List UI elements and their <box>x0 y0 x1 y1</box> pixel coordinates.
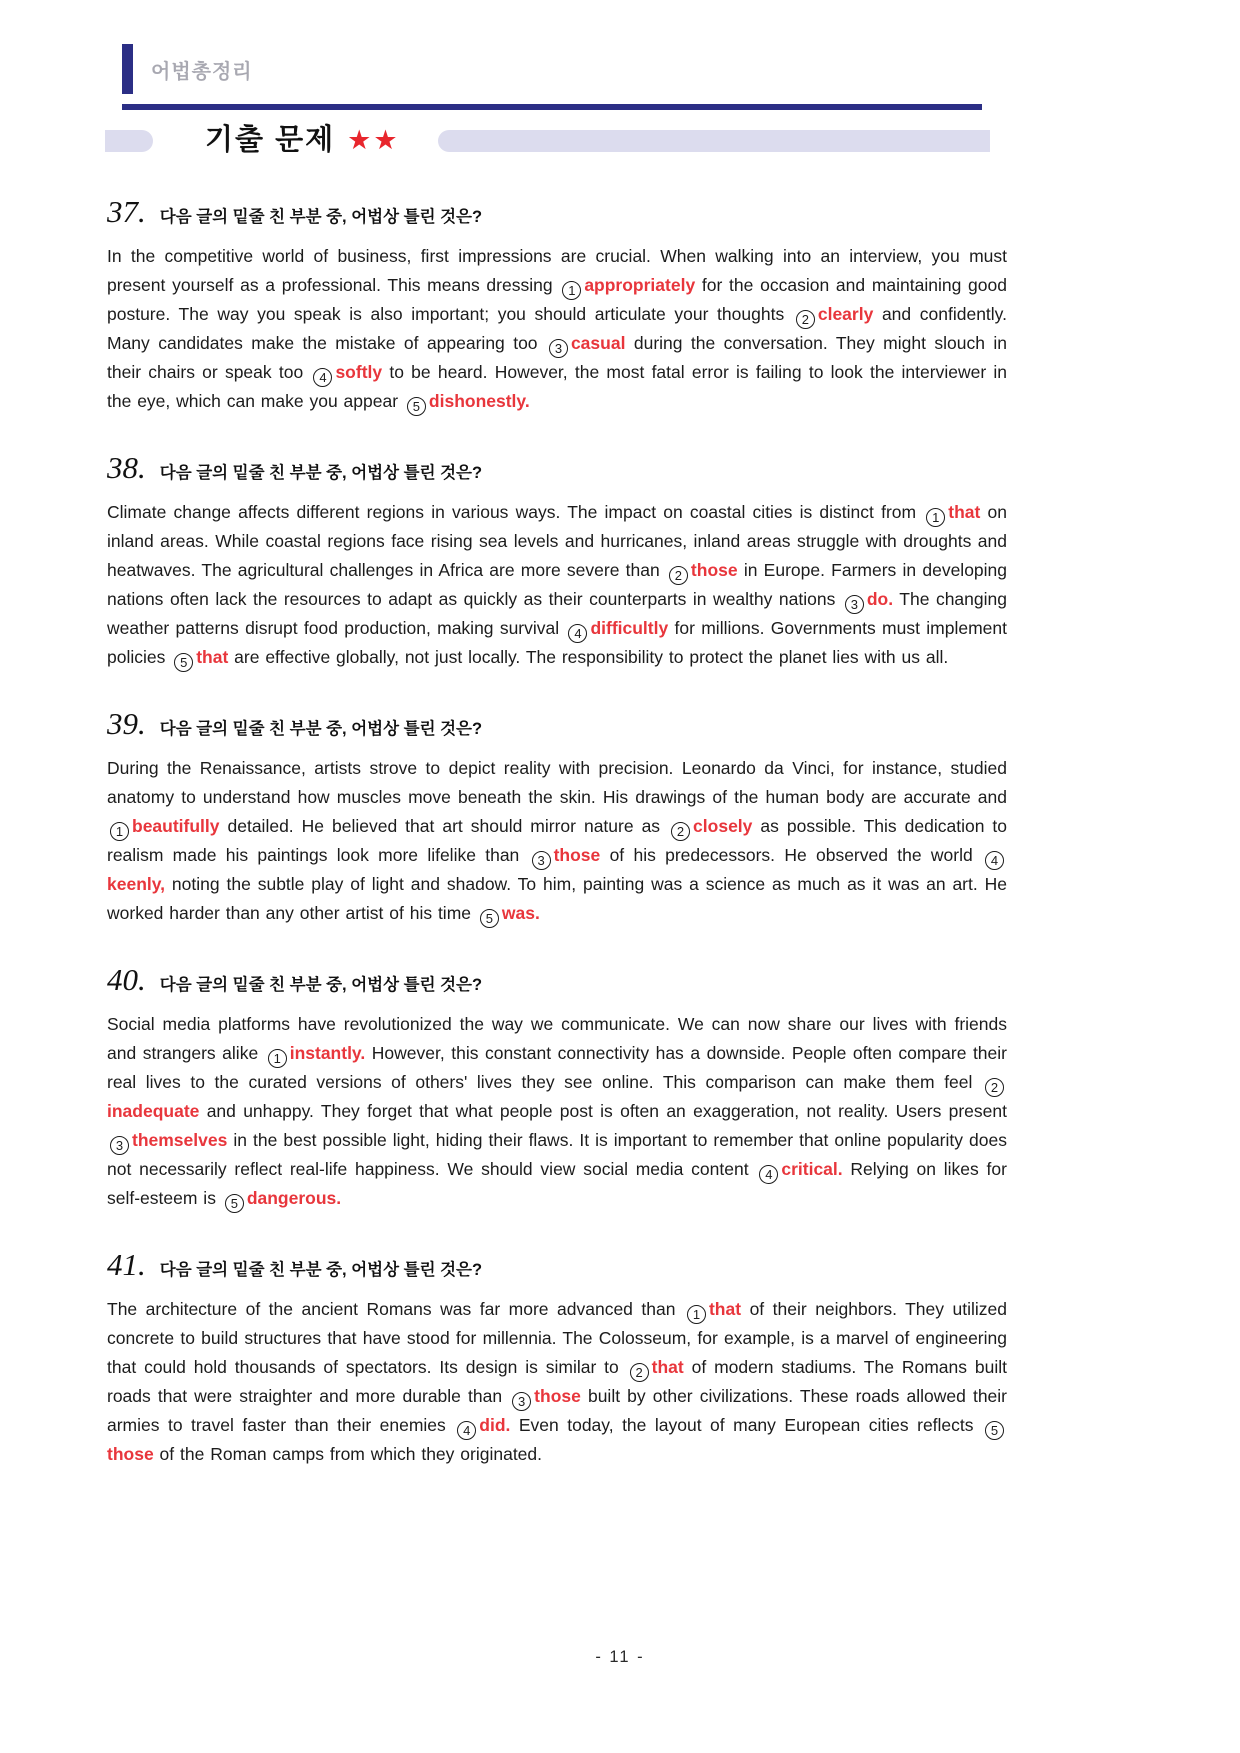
choice-marker-1: 1 <box>687 1305 706 1324</box>
choice-marker-2: 2 <box>985 1078 1004 1097</box>
choice-marker-1: 1 <box>926 508 945 527</box>
choice-marker-2: 2 <box>796 310 815 329</box>
underlined-candidate: appropriately <box>584 275 696 295</box>
choice-marker-4: 4 <box>457 1421 476 1440</box>
choice-marker-1: 1 <box>562 281 581 300</box>
question-number: 39. <box>107 706 146 741</box>
question-number: 37. <box>107 194 146 229</box>
question-block <box>107 452 1007 672</box>
choice-marker-3: 3 <box>845 595 864 614</box>
choice-marker-3: 3 <box>110 1136 129 1155</box>
difficulty-stars: ★★ <box>347 125 400 155</box>
underlined-candidate: those <box>553 845 601 865</box>
section-title <box>205 126 400 155</box>
choice-marker-2: 2 <box>669 566 688 585</box>
question-prompt: 다음 글의 밑줄 친 부분 중, 어법상 틀린 것은? <box>159 976 483 994</box>
underlined-candidate: softly <box>335 362 383 382</box>
underlined-candidate: dishonestly. <box>428 391 530 411</box>
choice-marker-5: 5 <box>407 397 426 416</box>
underlined-candidate: those <box>107 1444 154 1464</box>
underlined-candidate: that <box>708 1299 742 1319</box>
question-passage: The architecture of the ancient Romans was far more advanced than 1 that of their neighbors. They utilized concrete to build structures that have stood for millennia. The Colosseum, for example, is a marvel of engineering that could hold thousands of spectators. Its design is similar to 2 that of modern stadiums. The Romans built roads that were straighter and more durable than 3 those built by other civilizations. These roads allowed their armies to travel faster than their enemies 4 did. Even today, the layout of many European cities reflects 5those of the Roman camps from which they originated. <box>107 1299 1007 1464</box>
underlined-candidate: that <box>196 647 229 667</box>
choice-marker-2: 2 <box>671 822 690 841</box>
question-passage: Social media platforms have revolutionized the way we communicate. We can now share our lives with friends and strangers alike 1 instantly. However, this constant connectivity has a downside. People often compare their real lives to the curated versions of others' lives they see online. This comparison can make them feel 2inadequate and unhappy. They forget that what people post is often an exaggeration, not reality. Users present 3 themselves in the best possible light, hiding their flaws. It is important to remember that online popularity does not necessarily reflect real-life happiness. We should view social media content 4 critical. Relying on likes for self-esteem is 5 dangerous. <box>107 1014 1007 1211</box>
choice-marker-4: 4 <box>985 851 1004 870</box>
question-header <box>107 964 1007 995</box>
section-title-row <box>105 126 990 155</box>
underlined-candidate: those <box>534 1386 581 1406</box>
document-title: 어법총정리 <box>151 60 253 83</box>
underlined-candidate: was. <box>501 903 540 923</box>
underlined-candidate: closely <box>693 816 753 836</box>
section-deco-bar-left <box>105 130 153 152</box>
choice-marker-3: 3 <box>512 1392 531 1411</box>
choice-marker-3: 3 <box>549 339 568 358</box>
question-passage: During the Renaissance, artists strove to depict reality with precision. Leonardo da Vinci, for instance, studied anatomy to understand how muscles move beneath the skin. His drawings of the human body are accurate and 1 beautifully detailed. He believed that art should mirror nature as 2 closely as possible. This dedication to realism made his paintings look more lifelike than 3 those of his predecessors. He observed the world 4keenly, noting the subtle play of light and shadow. To him, painting was a science as much as it was an art. He worked harder than any other artist of his time 5 was. <box>107 758 1008 926</box>
choice-marker-4: 4 <box>568 624 587 643</box>
choice-marker-5: 5 <box>985 1421 1004 1440</box>
underlined-candidate: keenly, <box>107 874 166 894</box>
underlined-candidate: did. <box>479 1415 511 1435</box>
question-prompt: 다음 글의 밑줄 친 부분 중, 어법상 틀린 것은? <box>159 720 483 738</box>
question-number: 40. <box>107 962 146 997</box>
question-header <box>107 1249 1007 1280</box>
section-deco-bar-right <box>438 130 990 152</box>
underlined-candidate: that <box>651 1357 684 1377</box>
choice-marker-2: 2 <box>630 1363 649 1382</box>
choice-marker-5: 5 <box>225 1194 244 1213</box>
choice-marker-1: 1 <box>110 822 129 841</box>
underlined-candidate: difficultly <box>590 618 669 638</box>
questions-list <box>107 196 1007 1505</box>
underlined-candidate: do. <box>866 589 894 609</box>
header-accent-bar <box>122 44 133 94</box>
question-passage: Climate change affects different regions in various ways. The impact on coastal cities is distinct from 1 that on inland areas. While coastal regions face rising sea levels and hurricanes, inland areas struggle with droughts and heatwaves. The agricultural challenges in Africa are more severe than 2 those in Europe. Farmers in developing nations often lack the resources to adapt as quickly as their counterparts in wealthy nations 3 do. The changing weather patterns disrupt food production, making survival 4 difficultly for millions. Governments must implement policies 5 that are effective globally, not just locally. The responsibility to protect the planet lies with us all. <box>107 502 1008 670</box>
question-prompt: 다음 글의 밑줄 친 부분 중, 어법상 틀린 것은? <box>159 464 483 482</box>
underlined-candidate: casual <box>570 333 626 353</box>
underlined-candidate: beautifully <box>132 816 220 836</box>
underlined-candidate: inadequate <box>107 1101 200 1121</box>
underlined-candidate: instantly. <box>289 1043 366 1063</box>
choice-marker-4: 4 <box>313 368 332 387</box>
question-block <box>107 708 1007 928</box>
header-divider-rule <box>122 104 982 110</box>
choice-marker-5: 5 <box>174 653 193 672</box>
choice-marker-3: 3 <box>532 851 551 870</box>
choice-marker-1: 1 <box>268 1049 287 1068</box>
question-block <box>107 1249 1007 1469</box>
question-number: 41. <box>107 1247 146 1282</box>
underlined-candidate: those <box>690 560 738 580</box>
question-block <box>107 196 1007 416</box>
choice-marker-5: 5 <box>480 909 499 928</box>
underlined-candidate: clearly <box>817 304 874 324</box>
header-title-row <box>122 44 253 94</box>
question-passage: In the competitive world of business, first impressions are crucial. When walking into an interview, you must present yourself as a professional. This means dressing 1 appropriately for the occasion and maintaining good posture. The way you speak is also important; you should articulate your thoughts 2 clearly and confidently. Many candidates make the mistake of appearing too 3 casual during the conversation. They might slouch in their chairs or speak too 4 softly to be heard. However, the most fatal error is failing to look the interviewer in the eye, which can make you appear 5 dishonestly. <box>107 246 1007 414</box>
question-prompt: 다음 글의 밑줄 친 부분 중, 어법상 틀린 것은? <box>159 208 483 226</box>
choice-marker-4: 4 <box>759 1165 778 1184</box>
question-number: 38. <box>107 450 146 485</box>
underlined-candidate: critical. <box>781 1159 843 1179</box>
question-header <box>107 196 1007 227</box>
page-number: - 11 - <box>595 1648 645 1666</box>
question-header <box>107 452 1007 483</box>
underlined-candidate: dangerous. <box>246 1188 342 1208</box>
underlined-candidate: that <box>948 502 981 522</box>
question-header <box>107 708 1007 739</box>
underlined-candidate: themselves <box>132 1130 228 1150</box>
section-title-text: 기출 문제 <box>205 124 336 156</box>
question-prompt: 다음 글의 밑줄 친 부분 중, 어법상 틀린 것은? <box>159 1261 483 1279</box>
question-block <box>107 964 1007 1213</box>
